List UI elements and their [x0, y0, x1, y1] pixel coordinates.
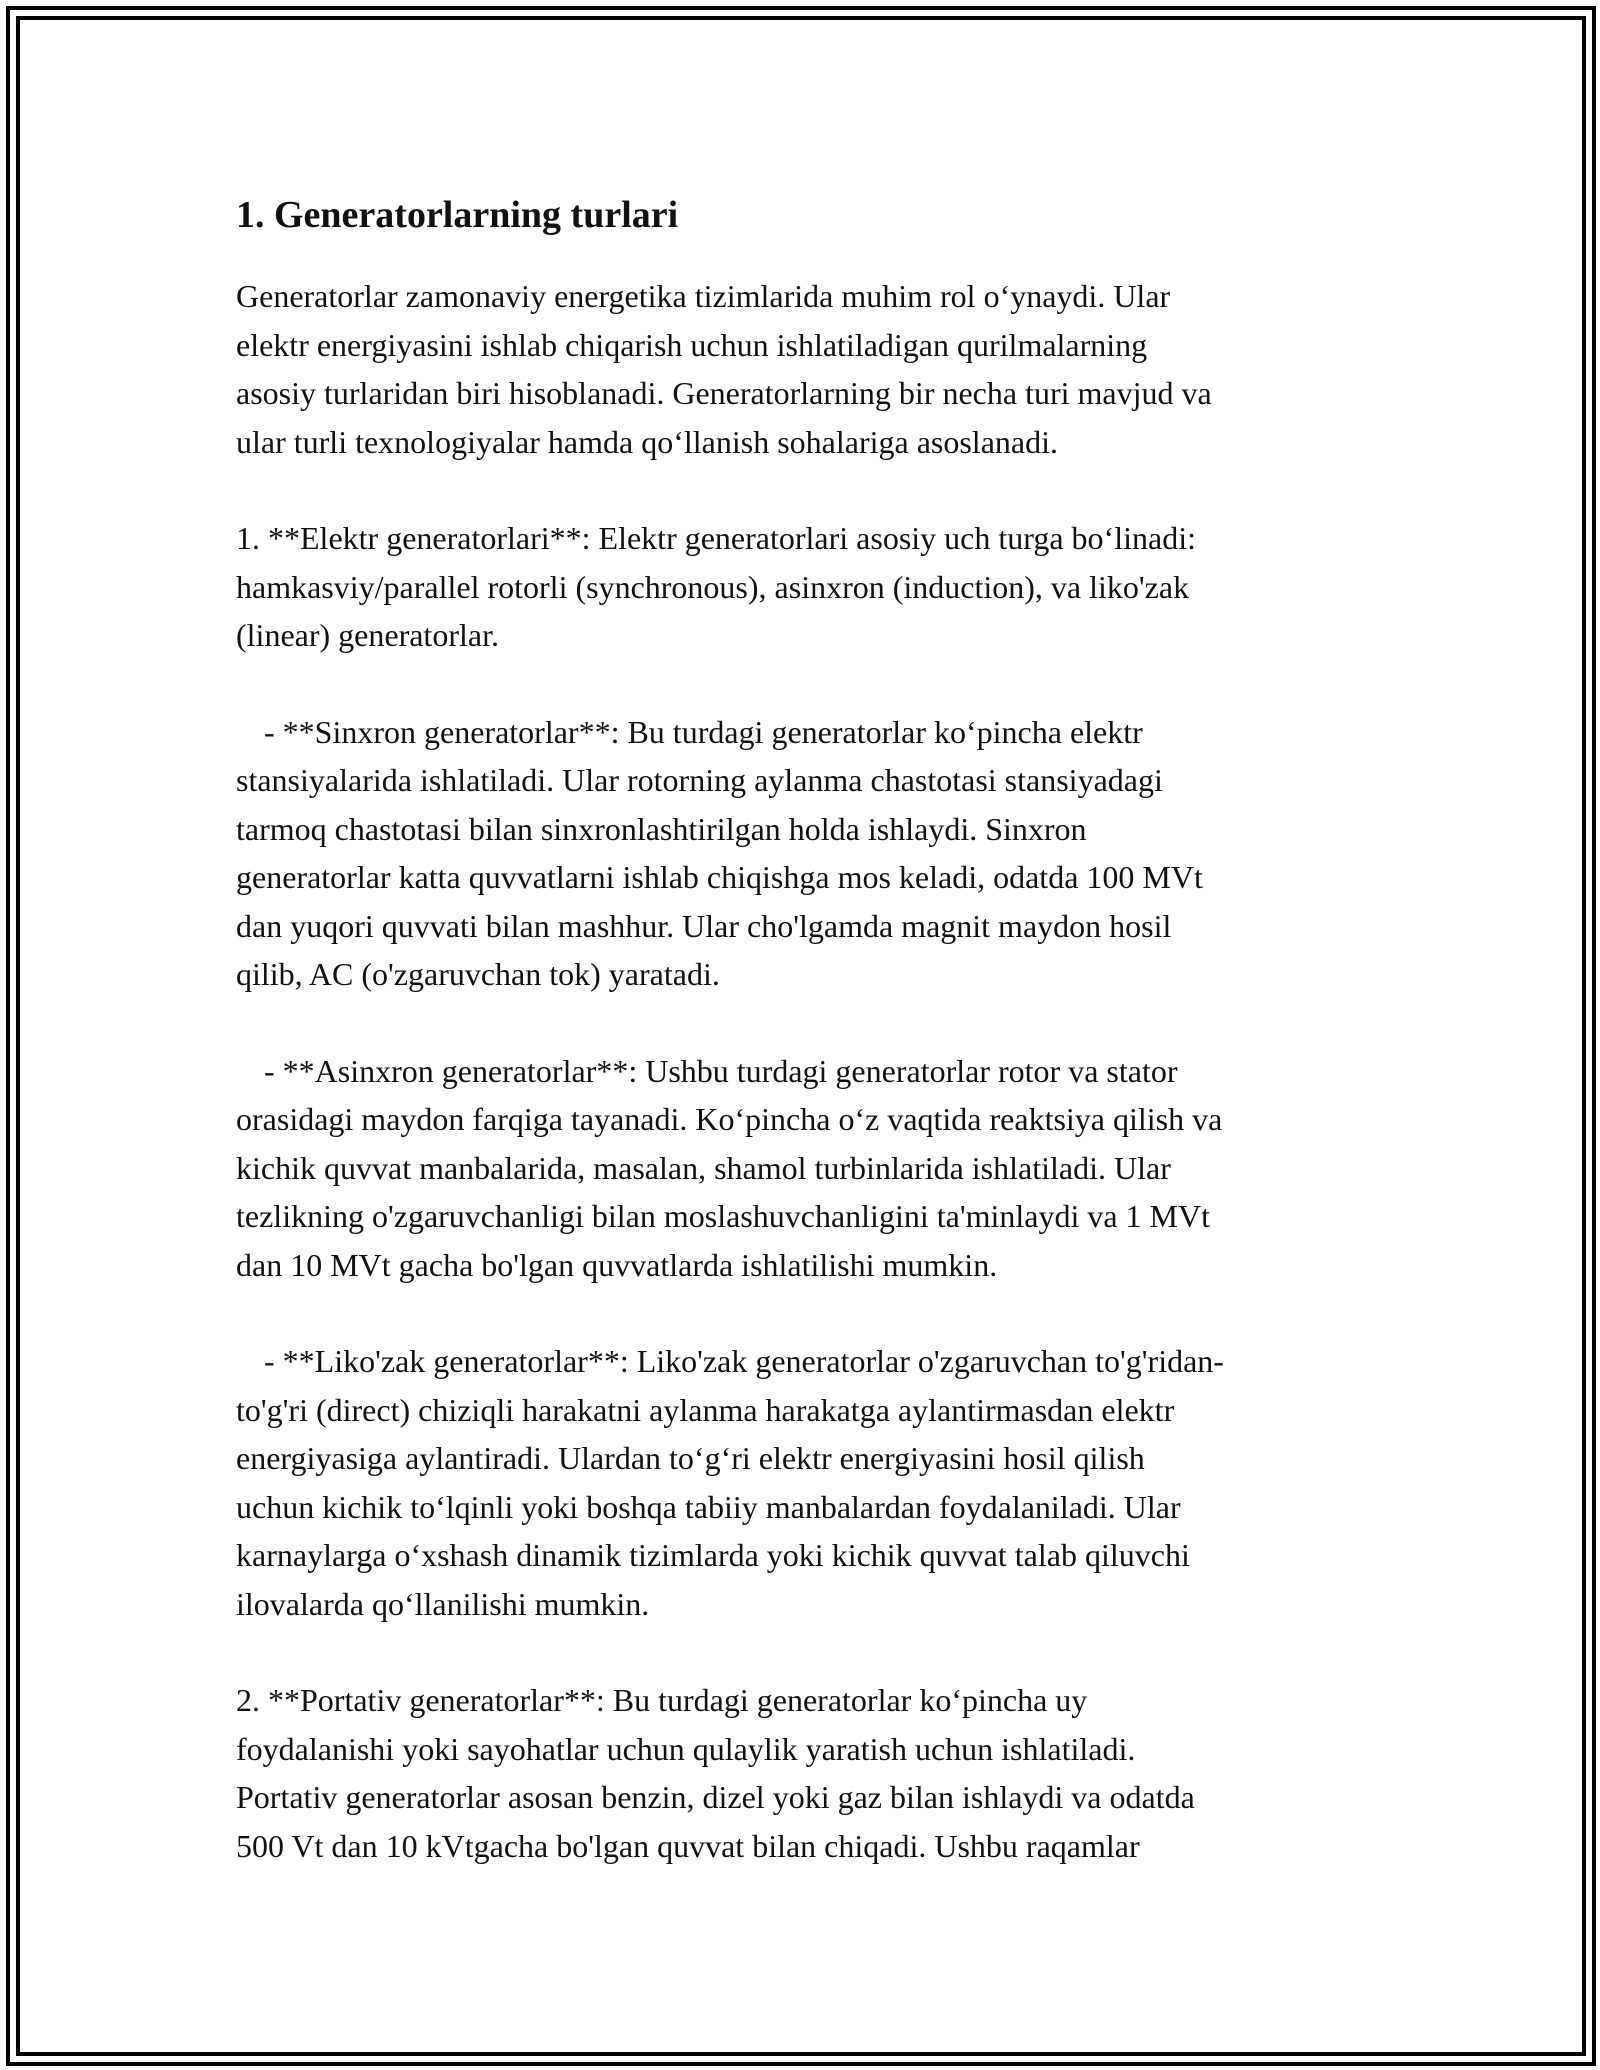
paragraph-line: asosiy turlaridan biri hisoblanadi. Generatorlarning bir necha turi mavjud va — [236, 375, 1212, 411]
paragraph-line: orasidagi maydon farqiga tayanadi. Ko‘pincha o‘z vaqtida reaktsiya qilish va — [236, 1101, 1223, 1137]
paragraph-line: dan 10 MVt gacha bo'lgan quvvatlarda ishlatilishi mumkin. — [236, 1246, 998, 1283]
paragraph-line: dan yuqori quvvati bilan mashhur. Ular cho'lgamda magnit maydon hosil — [236, 907, 1172, 944]
paragraph-line: ilovalarda qo‘llanilishi mumkin. — [236, 1585, 650, 1622]
paragraph-gap — [236, 1289, 1376, 1337]
paragraph-gap — [236, 1628, 1376, 1676]
paragraph-line: generatorlar katta quvvatlarni ishlab chiqishga mos keladi, odatda 100 MVt — [236, 859, 1203, 895]
paragraph-line: kichik quvvat manbalarida, masalan, shamol turbinlarida ishlatiladi. Ular — [236, 1149, 1171, 1186]
paragraph — [236, 514, 1376, 660]
paragraph-line: foydalanishi yoki sayohatlar uchun qulaylik yaratish uchun ishlatiladi. — [236, 1730, 1136, 1767]
paragraph-line: hamkasviy/parallel rotorli (synchronous), asinxron (induction), va liko'zak — [236, 568, 1190, 605]
paragraph — [236, 1337, 1376, 1628]
paragraph-line: 1. **Elektr generatorlari**: Elektr generatorlari asosiy uch turga bo‘linadi: — [236, 520, 1196, 556]
paragraph-line: to'g'ri (direct) chiziqli harakatni aylanma harakatga aylantirmasdan elektr — [236, 1391, 1175, 1428]
paragraph-line: - **Liko'zak generatorlar**: Liko'zak generatorlar o'zgaruvchan to'g'ridan- — [264, 1343, 1224, 1379]
document-body — [236, 188, 1376, 1870]
paragraph-gap — [236, 999, 1376, 1047]
paragraph-line: - **Sinxron generatorlar**: Bu turdagi generatorlar ko‘pincha elektr — [264, 713, 1143, 750]
paragraph-list — [236, 272, 1376, 1870]
paragraph-line: 2. **Portativ generatorlar**: Bu turdagi generatorlar ko‘pincha uy — [236, 1682, 1088, 1718]
paragraph-line: Portativ generatorlar asosan benzin, dizel yoki gaz bilan ishlaydi va odatda — [236, 1779, 1195, 1815]
paragraph-line: karnaylarga o‘xshash dinamik tizimlarda yoki kichik quvvat talab qiluvchi — [236, 1537, 1190, 1573]
paragraph-line: elektr energiyasini ishlab chiqarish uchun ishlatiladigan qurilmalarning — [236, 326, 1148, 363]
section-heading: 1. Generatorlarning turlari — [236, 194, 679, 236]
paragraph — [236, 1676, 1376, 1870]
paragraph-line: tezlikning o'zgaruvchanligi bilan moslashuvchanligini ta'minlaydi va 1 MVt — [236, 1198, 1210, 1234]
paragraph-line: - **Asinxron generatorlar**: Ushbu turdagi generatorlar rotor va stator — [264, 1052, 1178, 1089]
paragraph-gap — [236, 660, 1376, 708]
paragraph-line: (linear) generatorlar. — [236, 617, 499, 653]
paragraph — [236, 272, 1376, 466]
paragraph-line: Generatorlar zamonaviy energetika tizimlarida muhim rol o‘ynaydi. Ular — [236, 278, 1171, 314]
paragraph-gap — [236, 466, 1376, 514]
paragraph-line: tarmoq chastotasi bilan sinxronlashtirilgan holda ishlaydi. Sinxron — [236, 810, 1087, 847]
paragraph — [236, 1047, 1376, 1290]
paragraph-line: energiyasiga aylantiradi. Ulardan to‘g‘ri elektr energiyasini hosil qilish — [236, 1440, 1145, 1476]
paragraph — [236, 708, 1376, 999]
paragraph-line: stansiyalarida ishlatiladi. Ular rotorning aylanma chastotasi stansiyadagi — [236, 762, 1163, 798]
paragraph-line: uchun kichik to‘lqinli yoki boshqa tabiiy manbalardan foydalaniladi. Ular — [236, 1488, 1181, 1525]
paragraph-line: ular turli texnologiyalar hamda qo‘llanish sohalariga asoslanadi. — [236, 423, 1058, 460]
paragraph-line: 500 Vt dan 10 kVtgacha bo'lgan quvvat bilan chiqadi. Ushbu raqamlar — [236, 1827, 1140, 1864]
paragraph-line: qilib, AC (o'zgaruvchan tok) yaratadi. — [236, 956, 720, 992]
